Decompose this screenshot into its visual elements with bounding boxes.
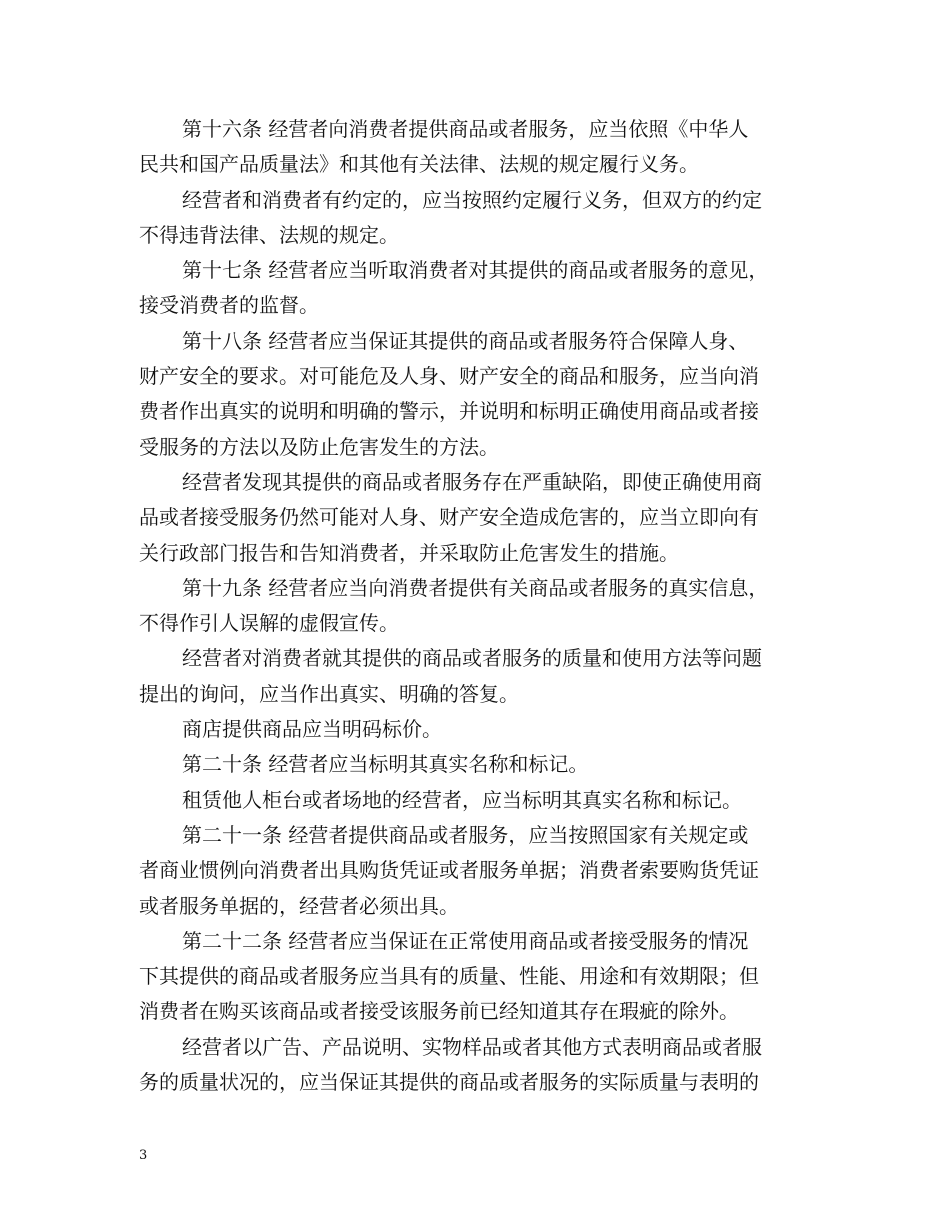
body-text <box>139 112 829 1100</box>
text-line: 租赁他人柜台或者场地的经营者，应当标明其真实名称和标记。 <box>182 787 742 812</box>
text-line: 民共和国产品质量法》和其他有关法律、法规的规定履行义务。 <box>139 152 699 177</box>
text-line: 第十七条 经营者应当听取消费者对其提供的商品或者服务的意见， <box>182 258 769 283</box>
text-line: 提出的询问，应当作出真实、明确的答复。 <box>139 681 519 706</box>
text-line: 经营者和消费者有约定的，应当按照约定履行义务，但双方的约定 <box>182 187 762 212</box>
text-line: 不得违背法律、法规的规定。 <box>139 222 399 247</box>
text-line: 第二十条 经营者应当标明其真实名称和标记。 <box>182 752 589 777</box>
text-line: 下其提供的商品或者服务应当具有的质量、性能、用途和有效期限；但 <box>139 964 759 989</box>
text-line: 经营者发现其提供的商品或者服务存在严重缺陷，即使正确使用商 <box>182 469 762 494</box>
text-line: 财产安全的要求。对可能危及人身、财产安全的商品和服务，应当向消 <box>139 364 759 389</box>
text-line: 务的质量状况的，应当保证其提供的商品或者服务的实际质量与表明的 <box>139 1070 759 1095</box>
text-line: 第十八条 经营者应当保证其提供的商品或者服务符合保障人身、 <box>182 328 749 353</box>
text-line: 第十九条 经营者应当向消费者提供有关商品或者服务的真实信息， <box>182 575 769 600</box>
text-line: 接受消费者的监督。 <box>139 293 319 318</box>
text-line: 费者作出真实的说明和明确的警示，并说明和标明正确使用商品或者接 <box>139 399 759 424</box>
text-line: 第十六条 经营者向消费者提供商品或者服务，应当依照《中华人 <box>182 117 749 141</box>
text-line: 经营者对消费者就其提供的商品或者服务的质量和使用方法等问题 <box>182 646 762 671</box>
text-line: 关行政部门报告和告知消费者，并采取防止危害发生的措施。 <box>139 540 679 565</box>
text-line: 经营者以广告、产品说明、实物样品或者其他方式表明商品或者服 <box>182 1034 762 1059</box>
page-number: 3 <box>139 1148 148 1163</box>
text-line: 不得作引人误解的虚假宣传。 <box>139 611 399 636</box>
text-line: 品或者接受服务仍然可能对人身、财产安全造成危害的，应当立即向有 <box>139 505 759 530</box>
text-line: 商店提供商品应当明码标价。 <box>182 717 442 742</box>
text-line: 者商业惯例向消费者出具购货凭证或者服务单据；消费者索要购货凭证 <box>139 858 759 883</box>
text-line: 或者服务单据的，经营者必须出具。 <box>139 893 459 918</box>
text-line: 消费者在购买该商品或者接受该服务前已经知道其存在瑕疵的除外。 <box>139 999 739 1024</box>
text-line: 受服务的方法以及防止危害发生的方法。 <box>139 434 499 459</box>
text-line: 第二十二条 经营者应当保证在正常使用商品或者接受服务的情况 <box>182 928 749 953</box>
text-line: 第二十一条 经营者提供商品或者服务，应当按照国家有关规定或 <box>182 822 749 847</box>
